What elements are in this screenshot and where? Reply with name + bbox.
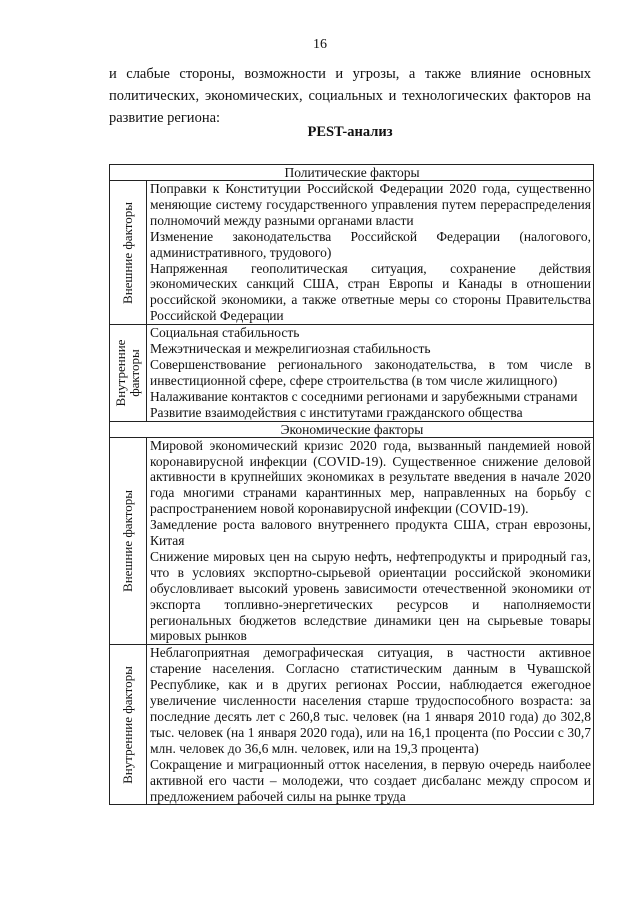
document-title: PEST-анализ <box>307 124 393 140</box>
pest-table <box>109 164 594 805</box>
factor-item: Поправки к Конституции Российской Федерации 2020 года, существенно меняющие систему государственного управления путем перераспределения полномочий между разными органами власти <box>150 181 591 228</box>
group-label-cell <box>110 645 147 805</box>
group-label: Внешние факторы <box>120 490 135 592</box>
factor-item: Совершенствование регионального законодательства, в том числе в инвестиционной сфере, сфере строительства (в том числе жилищного) <box>150 356 591 388</box>
page-number: 16 <box>313 37 327 52</box>
section-header: Политические факторы <box>110 165 594 181</box>
factor-group-row <box>110 437 594 645</box>
section-header-row <box>110 421 594 437</box>
group-label: Внутренние факторы <box>113 339 142 407</box>
group-content-cell <box>147 181 594 325</box>
group-label: Внутренние факторы <box>120 666 135 784</box>
factor-group-row <box>110 645 594 805</box>
factor-item: Замедление роста валового внутреннего продукта США, стран еврозоны, Китая <box>150 517 591 549</box>
group-content-cell <box>147 645 594 805</box>
group-label: Внешние факторы <box>120 201 135 304</box>
factor-item: Межэтническая и межрелигиозная стабильность <box>150 341 431 357</box>
factor-item: Снижение мировых цен на сырую нефть, нефтепродукты и природный газ, что в условиях экспортно-сырьевой ориентации российской экономики обусловливает высокий уровень зависимости отечественной экономики от экспорта топливно-энергетических ресурсов и наполняемости региональных бюджетов вследствие динамики цен на сырьевые товары мировых рынков <box>150 548 591 644</box>
group-content-cell <box>147 437 594 645</box>
group-label-cell <box>110 437 147 645</box>
factor-group-row <box>110 325 594 421</box>
factor-item: Мировой экономический кризис 2020 года, вызванный пандемией новой коронавирусной инфекции (COVID-19). Существенное снижение деловой активности в крупнейших экономиках в результате введения в начале 2020 года многими странами карантинных мер, направленных на борьбу с распространением новой коронавирусной инфекции (COVID-19). <box>150 437 591 517</box>
group-label-cell <box>110 181 147 325</box>
factor-item: Неблагоприятная демографическая ситуация, в частности активное старение населения. Согласно статистическим данным в Чувашской Республике, как и в других регионах России, наблюдается ежегодное увеличение численности населения старше трудоспособного возраста: за последние десять лет с 260,8 тыс. человек (на 1 января 2010 года) до 302,8 тыс. человек (на 1 января 2020 года), или на 16,1 процента (по России с 30,7 млн. человек до 36,6 млн. человек, или на 19,3 процента) <box>150 645 591 756</box>
factor-item: Напряженная геополитическая ситуация, сохранение действия экономических санкций США, стран Европы и Канады в отношении российской экономики, а также ответные меры со стороны Правительства Российской Федерации <box>150 260 591 324</box>
factor-item: Сокращение и миграционный отток населения, в первую очередь наиболее активной его части – молодежи, что создает дисбаланс между спросом и предложением рабочей силы на рынке труда <box>150 756 591 804</box>
section-header-row <box>110 165 594 181</box>
factor-group-row <box>110 181 594 325</box>
group-content-cell <box>147 325 594 421</box>
section-header: Экономические факторы <box>110 421 594 437</box>
group-label-cell <box>110 325 147 421</box>
factor-item: Социальная стабильность <box>150 325 300 341</box>
intro-paragraph: и слабые стороны, возможности и угрозы, а также влияние основных политических, экономических, социальных и технологических факторов на развитие региона: <box>109 66 591 126</box>
factor-item: Налаживание контактов с соседними регионами и зарубежными странами <box>150 388 578 404</box>
factor-item: Изменение законодательства Российской Федерации (налогового, административного, трудового) <box>150 228 591 260</box>
factor-item: Развитие взаимодействия с институтами гражданского общества <box>150 404 523 420</box>
